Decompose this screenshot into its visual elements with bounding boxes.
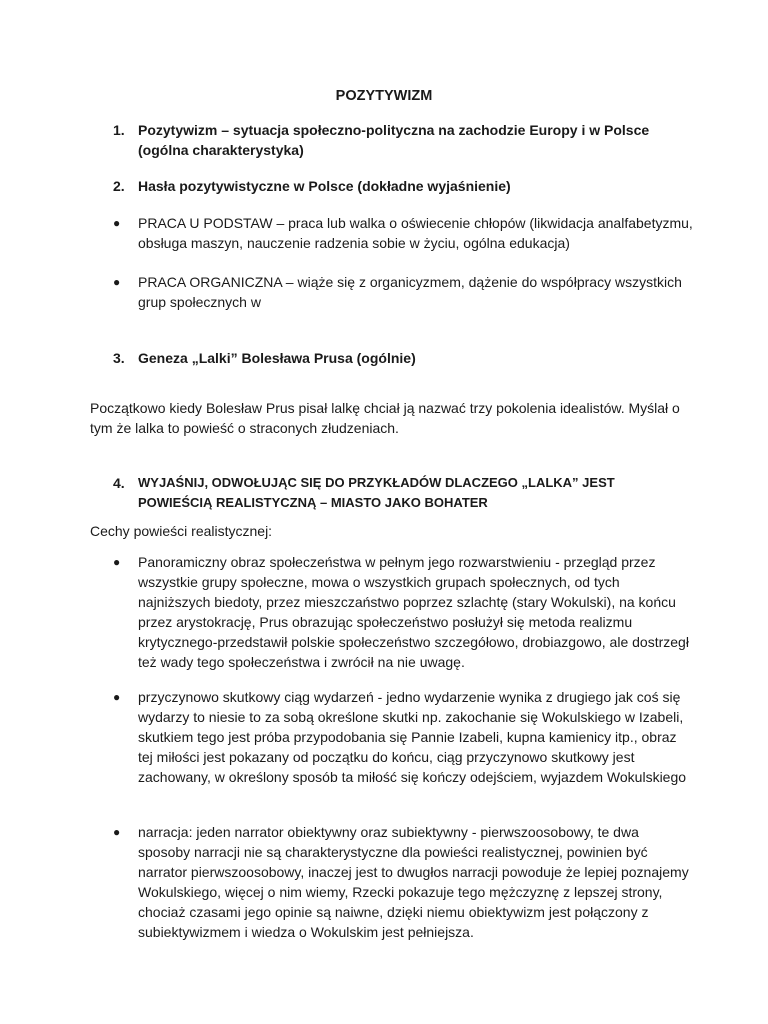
- cechy-heading: Cechy powieści realistycznej:: [90, 523, 273, 539]
- bullet-panoramiczny-obraz: Panoramiczny obraz społeczeństwa w pełnym jego rozwarstwieniu - przegląd przez wszystkie grupy społeczne, mowa o wszystkich grupach społecznych, od tych najniższych biedoty, przez mieszczaństwo poprzez szlachtę (stary Wokulski), na końcu przez arystokrację, Prus obrazując społeczeństwo posłużył się metoda realizmu krytycznego-przedstawił polskie społeczeństwo szczegółowo, drobiazgowo, ale dostrzegł też wady tego społeczeństwa i zwrócił na nie uwagę.: [138, 554, 689, 670]
- bullet-narracja: narracja: jeden narrator obiektywny oraz subiektywny - pierwszoosobowy, te dwa sposoby narracji nie są charakterystyczne dla powieści realistycznej, powinien być narrator pierwszoosobowy, inaczej jest to dwugłos narracji powoduje że lepiej poznajemy Wokulskiego, więcej o nim wiemy, Rzecki pokazuje tego mężczyznę z lepszej strony, chociaż czasami jego opinie są naiwne, dzięki niemu obiektywizm jest połączony z subiektywizmem i wiedza o Wokulskim jest pełniejsza.: [138, 824, 689, 940]
- item-number-1: 1.: [113, 122, 125, 138]
- bullet-praca-organiczna: PRACA ORGANICZNA – wiąże się z organicyzmem, dążenie do współpracy wszystkich grup społecznych w: [138, 274, 682, 310]
- bullet-przyczynowo-skutkowy: przyczynowo skutkowy ciąg wydarzeń - jedno wydarzenie wynika z drugiego jak coś się wydarzy to niesie to za sobą określone skutki np. zakochanie się Wokulskiego w Izabeli, skutkiem tego jest próba przypodobania się Pannie Izabeli, kupna kamienicy itp., obraz tej miłości jest pokazany od początku do końcu, ciąg przyczynowo skutkowy jest zachowany, w określony sposób ta miłość się kończy odejściem, wyjazdem Wokulskiego: [138, 689, 687, 785]
- item-number-4: 4.: [113, 475, 125, 491]
- item-heading-1: Pozytywizm – sytuacja społeczno-polityczna na zachodzie Europy i w Polsce (ogólna charakterystyka): [138, 122, 650, 158]
- geneza-paragraph: Początkowo kiedy Bolesław Prus pisał lalkę chciał ją nazwać trzy pokolenia idealistów. Myślał o tym że lalka to powieść o straconych złudzeniach.: [90, 400, 680, 436]
- item-heading-4: WYJAŚNIJ, ODWOŁUJĄC SIĘ DO PRZYKŁADÓW DLACZEGO „LALKA” JEST POWIEŚCIĄ REALISTYCZNĄ – MIASTO JAKO BOHATER: [138, 475, 615, 510]
- bullet-praca-u-podstaw: PRACA U PODSTAW – praca lub walka o oświecenie chłopów (likwidacja analfabetyzmu, obsługa maszyn, nauczenie radzenia sobie w życiu, ogólna edukacja): [138, 215, 693, 251]
- item-number-2: 2.: [113, 178, 125, 194]
- bullet-icon: ●: [113, 825, 121, 839]
- document-title: POZYTYWIZM: [335, 88, 433, 104]
- item-heading-2: Hasła pozytywistyczne w Polsce (dokładne wyjaśnienie): [138, 178, 511, 194]
- bullet-icon: ●: [113, 275, 121, 289]
- item-number-3: 3.: [113, 350, 125, 366]
- bullet-icon: ●: [113, 555, 121, 569]
- bullet-icon: ●: [113, 216, 121, 230]
- bullet-icon: ●: [113, 690, 121, 704]
- item-heading-3: Geneza „Lalki” Bolesława Prusa (ogólnie): [138, 350, 416, 366]
